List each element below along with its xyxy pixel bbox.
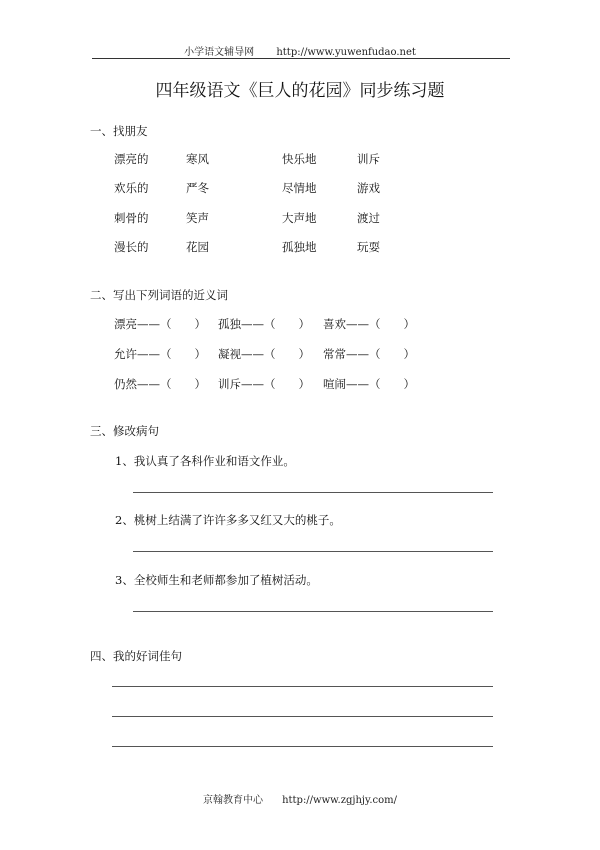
match-word: 欢乐的 <box>114 181 149 195</box>
answer-line[interactable] <box>112 716 493 717</box>
synonym-item: 凝视——（ ） <box>218 347 310 361</box>
synonym-item: 常常——（ ） <box>323 347 415 361</box>
section3-heading: 三、修改病句 <box>90 424 159 438</box>
match-word: 尽情地 <box>282 181 317 195</box>
match-word: 刺骨的 <box>114 211 149 225</box>
section1-heading: 一、找朋友 <box>90 124 148 138</box>
answer-line[interactable] <box>133 492 493 493</box>
synonym-item: 孤独——（ ） <box>218 317 310 331</box>
page-title: 四年级语文《巨人的花园》同步练习题 <box>155 81 445 101</box>
match-word: 寒风 <box>186 152 209 166</box>
answer-line[interactable] <box>133 551 493 552</box>
header-divider <box>92 58 510 59</box>
section4-heading: 四、我的好词佳句 <box>90 649 182 663</box>
match-word: 严冬 <box>186 181 209 195</box>
answer-line[interactable] <box>112 746 493 747</box>
header-site-name: 小学语文辅导网 <box>184 47 255 58</box>
page-header <box>0 43 600 58</box>
match-word: 大声地 <box>282 211 317 225</box>
synonym-item: 允许——（ ） <box>114 347 206 361</box>
sentence-item-3: 3、全校师生和老师都参加了植树活动。 <box>115 573 318 587</box>
match-word: 玩耍 <box>357 240 380 254</box>
match-word: 漂亮的 <box>114 152 149 166</box>
page-footer <box>0 791 600 806</box>
match-word: 游戏 <box>357 181 380 195</box>
match-word: 快乐地 <box>282 152 317 166</box>
match-word: 孤独地 <box>282 240 317 254</box>
answer-line[interactable] <box>112 686 493 687</box>
sentence-item-2: 2、桃树上结满了许许多多又红又大的桃子。 <box>115 513 341 527</box>
match-word: 笑声 <box>186 211 209 225</box>
sentence-item-1: 1、我认真了各科作业和语文作业。 <box>115 454 295 468</box>
header-site-url[interactable]: http://www.yuwenfudao.net <box>276 47 416 58</box>
match-word: 漫长的 <box>114 240 149 254</box>
synonym-item: 漂亮——（ ） <box>114 317 206 331</box>
footer-org-name: 京翰教育中心 <box>202 795 263 806</box>
footer-org-url[interactable]: http://www.zgjhjy.com/ <box>282 795 398 806</box>
synonym-item: 喜欢——（ ） <box>323 317 415 331</box>
answer-line[interactable] <box>133 611 493 612</box>
synonym-item: 训斥——（ ） <box>218 377 310 391</box>
match-word: 花园 <box>186 240 209 254</box>
match-word: 渡过 <box>357 211 380 225</box>
synonym-item: 仍然——（ ） <box>114 377 206 391</box>
section2-heading: 二、写出下列词语的近义词 <box>90 288 228 302</box>
synonym-item: 喧闹——（ ） <box>323 377 415 391</box>
match-word: 训斥 <box>357 152 380 166</box>
